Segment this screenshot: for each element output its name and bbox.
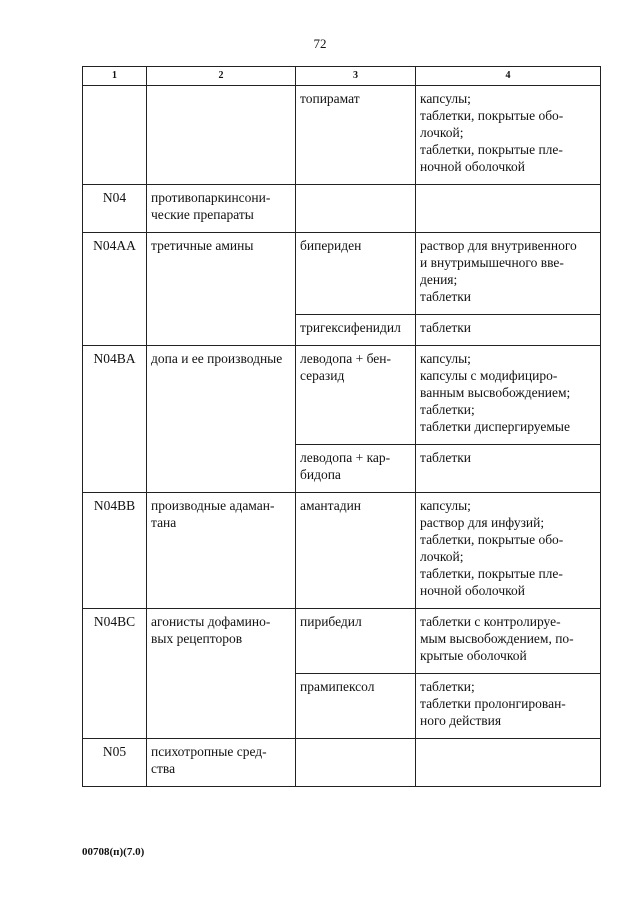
dosage-form-line: таблетки, покрытые обо- bbox=[420, 532, 564, 547]
atc-code: N04 bbox=[102, 190, 127, 205]
dosage-form-line: таблетки диспергируемые bbox=[420, 419, 570, 434]
group-name-line: психотропные сред- bbox=[151, 744, 267, 759]
dosage-form-line: ночной оболочкой bbox=[420, 583, 525, 598]
drug-cell bbox=[296, 739, 416, 787]
atc-code-cell bbox=[83, 493, 147, 609]
dosage-form-line: капсулы с модифициро- bbox=[420, 368, 558, 383]
dosage-form-line: капсулы; bbox=[420, 498, 471, 513]
atc-code: N04BA bbox=[93, 351, 136, 366]
dosage-form-line: капсулы; bbox=[420, 351, 471, 366]
dosage-form-line: ночной оболочкой bbox=[420, 159, 525, 174]
page-number: 72 bbox=[313, 36, 327, 51]
dosage-form-line: раствор для инфузий; bbox=[420, 515, 545, 530]
group-cell bbox=[147, 86, 296, 185]
atc-code: N04BC bbox=[93, 614, 136, 629]
dosage-forms-cell bbox=[416, 739, 601, 787]
dosage-form-line: таблетки bbox=[420, 320, 472, 335]
medication-table bbox=[82, 66, 601, 787]
document-footer-code: 00708(п)(7.0) bbox=[82, 846, 145, 858]
dosage-forms-cell bbox=[416, 185, 601, 233]
group-cell bbox=[147, 739, 296, 787]
dosage-form-line: таблетки bbox=[420, 450, 472, 465]
group-name-line: агонисты дофамино- bbox=[151, 614, 271, 629]
dosage-forms-cell bbox=[416, 609, 601, 674]
dosage-form-line: таблетки, покрытые пле- bbox=[420, 566, 563, 581]
atc-code-cell bbox=[83, 346, 147, 493]
drug-name-line: леводопа + кар- bbox=[300, 450, 391, 465]
dosage-forms-cell bbox=[416, 86, 601, 185]
drug-cell bbox=[296, 445, 416, 493]
group-cell bbox=[147, 233, 296, 346]
table-row bbox=[83, 86, 601, 185]
drug-name-line: бидопа bbox=[300, 467, 341, 482]
group-cell bbox=[147, 493, 296, 609]
drug-cell bbox=[296, 346, 416, 445]
column-header: 1 bbox=[83, 67, 147, 86]
table-row bbox=[83, 185, 601, 233]
group-cell bbox=[147, 609, 296, 739]
table-row bbox=[83, 233, 601, 315]
atc-code: N04AA bbox=[93, 238, 136, 253]
column-header: 4 bbox=[416, 67, 601, 86]
dosage-form-line: лочкой; bbox=[420, 125, 464, 140]
atc-code-cell bbox=[83, 185, 147, 233]
dosage-form-line: таблетки с контролируе- bbox=[420, 614, 561, 629]
dosage-form-line: таблетки; bbox=[420, 402, 475, 417]
table-row bbox=[83, 346, 601, 445]
dosage-form-line: крытые оболочкой bbox=[420, 648, 527, 663]
dosage-form-line: таблетки, покрытые пле- bbox=[420, 142, 563, 157]
dosage-form-line: ного действия bbox=[420, 713, 502, 728]
drug-name-line: леводопа + бен- bbox=[300, 351, 391, 366]
group-name-line: противопаркинсони- bbox=[151, 190, 271, 205]
dosage-forms-cell bbox=[416, 493, 601, 609]
dosage-form-line: таблетки пролонгирован- bbox=[420, 696, 566, 711]
dosage-forms-cell bbox=[416, 445, 601, 493]
dosage-form-line: капсулы; bbox=[420, 91, 471, 106]
drug-cell bbox=[296, 315, 416, 346]
group-name-line: допа и ее производные bbox=[151, 351, 283, 366]
drug-name: пирибедил bbox=[300, 614, 362, 629]
column-header: 2 bbox=[147, 67, 296, 86]
group-name-line: ческие препараты bbox=[151, 207, 254, 222]
drug-cell bbox=[296, 674, 416, 739]
dosage-form-line: дения; bbox=[420, 272, 458, 287]
dosage-form-line: мым высвобождением, по- bbox=[420, 631, 574, 646]
atc-code: N04BB bbox=[93, 498, 136, 513]
atc-code-cell bbox=[83, 609, 147, 739]
dosage-form-line: и внутримышечного вве- bbox=[420, 255, 564, 270]
atc-code-cell bbox=[83, 233, 147, 346]
table-row bbox=[83, 609, 601, 674]
drug-cell bbox=[296, 609, 416, 674]
drug-name: тригексифенидил bbox=[300, 320, 401, 335]
atc-code-cell bbox=[83, 86, 147, 185]
dosage-form-line: таблетки; bbox=[420, 679, 475, 694]
drug-cell bbox=[296, 185, 416, 233]
group-name-line: ства bbox=[151, 761, 176, 776]
group-name-line: вых рецепторов bbox=[151, 631, 243, 646]
drug-name-line: серазид bbox=[300, 368, 345, 383]
group-cell bbox=[147, 346, 296, 493]
group-name-line: третичные амины bbox=[151, 238, 254, 253]
group-name-line: тана bbox=[151, 515, 177, 530]
atc-code-cell bbox=[83, 739, 147, 787]
dosage-forms-cell bbox=[416, 233, 601, 315]
drug-name: топирамат bbox=[300, 91, 360, 106]
group-name-line: производные адаман- bbox=[151, 498, 275, 513]
drug-name: прамипексол bbox=[300, 679, 375, 694]
column-header: 3 bbox=[296, 67, 416, 86]
dosage-forms-cell bbox=[416, 346, 601, 445]
drug-cell bbox=[296, 233, 416, 315]
dosage-form-line: лочкой; bbox=[420, 549, 464, 564]
atc-code: N05 bbox=[102, 744, 127, 759]
drug-cell bbox=[296, 86, 416, 185]
dosage-form-line: раствор для внутривенного bbox=[420, 238, 577, 253]
table-row bbox=[83, 739, 601, 787]
dosage-forms-cell bbox=[416, 674, 601, 739]
group-cell bbox=[147, 185, 296, 233]
table-row bbox=[83, 493, 601, 609]
dosage-form-line: таблетки, покрытые обо- bbox=[420, 108, 564, 123]
dosage-form-line: таблетки bbox=[420, 289, 472, 304]
drug-name: бипериден bbox=[300, 238, 362, 253]
dosage-form-line: ванным высвобождением; bbox=[420, 385, 571, 400]
drug-name: амантадин bbox=[300, 498, 362, 513]
dosage-forms-cell bbox=[416, 315, 601, 346]
drug-cell bbox=[296, 493, 416, 609]
table-header-row bbox=[83, 67, 601, 86]
